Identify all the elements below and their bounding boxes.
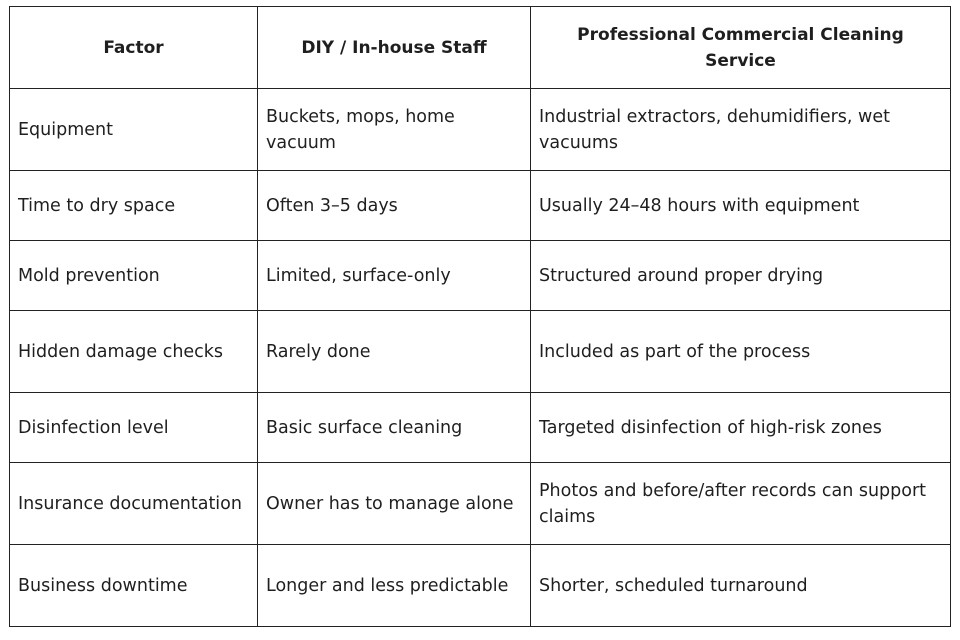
cell-factor: Disinfection level <box>10 393 258 463</box>
cell-diy: Owner has to manage alone <box>258 463 531 545</box>
table-row <box>10 311 951 393</box>
table-row <box>10 545 951 627</box>
table-row <box>10 89 951 171</box>
table-row <box>10 171 951 241</box>
cell-factor: Equipment <box>10 89 258 171</box>
header-factor: Factor <box>10 7 258 89</box>
cell-professional: Included as part of the process <box>531 311 951 393</box>
cell-factor: Insurance documentation <box>10 463 258 545</box>
table-row <box>10 463 951 545</box>
cell-diy: Rarely done <box>258 311 531 393</box>
cell-diy: Basic surface cleaning <box>258 393 531 463</box>
table-row <box>10 241 951 311</box>
table-header-row <box>10 7 951 89</box>
cell-professional: Shorter, scheduled turnaround <box>531 545 951 627</box>
header-professional: Professional Commercial Cleaning Service <box>531 7 951 89</box>
cell-professional: Targeted disinfection of high-risk zones <box>531 393 951 463</box>
header-diy: DIY / In-house Staff <box>258 7 531 89</box>
cell-professional: Usually 24–48 hours with equipment <box>531 171 951 241</box>
cell-diy: Buckets, mops, home vacuum <box>258 89 531 171</box>
table-row <box>10 393 951 463</box>
cell-factor: Hidden damage checks <box>10 311 258 393</box>
cell-diy: Longer and less predictable <box>258 545 531 627</box>
cell-diy: Limited, surface-only <box>258 241 531 311</box>
cell-factor: Business downtime <box>10 545 258 627</box>
cell-diy: Often 3–5 days <box>258 171 531 241</box>
cell-professional: Photos and before/after records can support claims <box>531 463 951 545</box>
comparison-table <box>9 6 951 627</box>
cell-factor: Time to dry space <box>10 171 258 241</box>
cell-professional: Industrial extractors, dehumidifiers, wet vacuums <box>531 89 951 171</box>
cell-professional: Structured around proper drying <box>531 241 951 311</box>
cell-factor: Mold prevention <box>10 241 258 311</box>
